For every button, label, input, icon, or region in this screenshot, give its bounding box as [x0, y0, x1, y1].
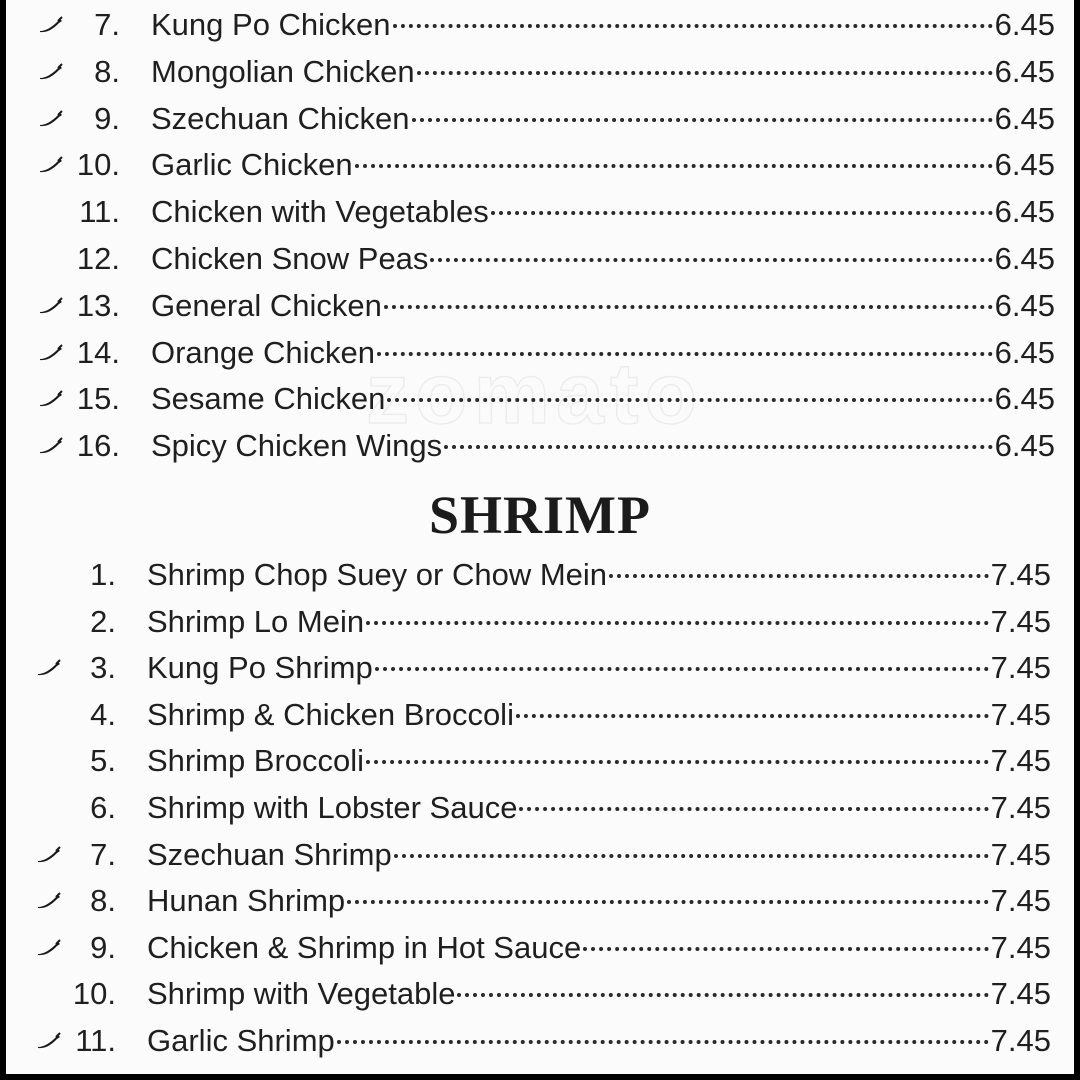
item-price: 7.45	[990, 790, 1051, 825]
chili-pepper-icon	[36, 1032, 62, 1050]
item-price: 7.45	[990, 743, 1051, 779]
menu-item	[6, 330, 1074, 376]
dot-leader	[516, 714, 989, 718]
menu-item	[6, 692, 1074, 738]
item-line	[147, 925, 1051, 971]
item-name: Spicy Chicken Wings	[151, 428, 443, 464]
dot-leader	[393, 24, 993, 28]
item-name: Hunan Shrimp	[147, 883, 346, 919]
item-name: Chicken Snow Peas	[151, 241, 429, 276]
item-name: Kung Po Shrimp	[147, 650, 373, 686]
dot-leader	[491, 211, 993, 215]
menu-item	[6, 1018, 1074, 1064]
item-number: 7.	[94, 7, 120, 42]
item-number: 11.	[79, 194, 120, 230]
item-price: 7.45	[990, 929, 1051, 965]
chili-pepper-icon	[36, 939, 62, 957]
item-line	[147, 785, 1051, 831]
item-line	[147, 692, 1051, 738]
dot-leader	[384, 305, 993, 309]
dot-leader	[387, 398, 992, 402]
item-name: Chicken with Vegetables	[151, 194, 489, 230]
item-price: 6.45	[994, 147, 1055, 183]
item-price: 6.45	[994, 334, 1055, 370]
chili-pepper-icon	[38, 437, 64, 455]
menu-item	[6, 49, 1074, 95]
item-number: 11.	[75, 1023, 116, 1058]
shrimp-heading: SHRIMP	[429, 485, 651, 545]
menu-page	[6, 0, 1074, 1074]
item-number: 16.	[76, 428, 120, 464]
menu-item	[6, 2, 1074, 48]
item-number: 5.	[90, 743, 116, 779]
item-number: 13.	[76, 287, 120, 323]
item-number: 15.	[76, 381, 120, 417]
item-line	[151, 376, 1055, 422]
dot-leader	[609, 574, 989, 578]
item-name: Shrimp Lo Mein	[147, 603, 365, 639]
dot-leader	[355, 164, 993, 168]
item-number: 10.	[72, 976, 116, 1012]
item-price: 7.45	[990, 603, 1051, 639]
item-name: Garlic Chicken	[151, 147, 353, 183]
menu-item	[6, 552, 1074, 598]
item-line	[147, 645, 1051, 691]
dot-leader	[519, 807, 988, 811]
chili-pepper-icon	[38, 390, 64, 408]
menu-item	[6, 785, 1074, 831]
item-number: 10.	[76, 147, 120, 183]
chili-pepper-icon	[38, 344, 64, 362]
menu-item	[6, 189, 1074, 235]
item-price: 6.45	[994, 287, 1055, 323]
item-line	[147, 971, 1051, 1017]
menu-item	[6, 423, 1074, 469]
item-name: Szechuan Chicken	[151, 100, 410, 136]
menu-item	[6, 645, 1074, 691]
chili-pepper-icon	[38, 156, 64, 174]
item-name: General Chicken	[151, 287, 382, 323]
chili-pepper-icon	[38, 16, 64, 34]
item-price: 7.45	[990, 836, 1051, 872]
item-price: 7.45	[990, 557, 1051, 592]
item-number: 4.	[90, 696, 116, 732]
item-name: Shrimp with Lobster Sauce	[147, 790, 518, 825]
item-line	[151, 49, 1055, 95]
menu-item	[6, 599, 1074, 645]
item-line	[147, 738, 1051, 784]
item-name: Sesame Chicken	[151, 381, 386, 417]
item-line	[151, 96, 1055, 142]
chili-pepper-icon	[36, 892, 62, 910]
chili-pepper-icon	[36, 846, 62, 864]
item-line	[147, 832, 1051, 878]
menu-item	[6, 376, 1074, 422]
item-price: 7.45	[990, 650, 1051, 686]
dot-leader	[417, 71, 993, 75]
menu-item	[6, 738, 1074, 784]
item-number: 9.	[94, 100, 120, 136]
item-number: 2.	[90, 603, 116, 639]
chili-pepper-icon	[38, 297, 64, 315]
item-price: 6.45	[994, 194, 1055, 230]
item-price: 6.45	[994, 428, 1055, 464]
item-line	[151, 2, 1055, 48]
item-name: Chicken & Shrimp in Hot Sauce	[147, 929, 582, 965]
item-line	[151, 283, 1055, 329]
chili-pepper-icon	[38, 63, 64, 81]
menu-item	[6, 878, 1074, 924]
item-number: 8.	[94, 53, 120, 89]
item-name: Shrimp Chop Suey or Chow Mein	[147, 557, 608, 592]
item-price: 6.45	[994, 100, 1055, 136]
item-name: Kung Po Chicken	[151, 7, 391, 42]
dot-leader	[366, 621, 989, 625]
item-line	[147, 878, 1051, 924]
item-line	[147, 1018, 1051, 1064]
menu-item	[6, 96, 1074, 142]
chili-pepper-icon	[36, 659, 62, 677]
item-price: 6.45	[994, 53, 1055, 89]
dot-leader	[347, 900, 989, 904]
item-number: 8.	[90, 883, 116, 919]
dot-leader	[457, 993, 988, 997]
item-price: 6.45	[994, 241, 1055, 276]
menu-item	[6, 236, 1074, 282]
dot-leader	[430, 258, 992, 262]
item-name: Orange Chicken	[151, 334, 376, 370]
item-line	[147, 599, 1051, 645]
item-number: 9.	[90, 929, 116, 965]
item-name: Shrimp & Chicken Broccoli	[147, 696, 514, 732]
dot-leader	[377, 352, 993, 356]
item-price: 6.45	[994, 381, 1055, 417]
item-line	[151, 423, 1055, 469]
item-line	[151, 142, 1055, 188]
menu-item	[6, 925, 1074, 971]
item-line	[151, 236, 1055, 282]
item-name: Shrimp Broccoli	[147, 743, 365, 779]
menu-item	[6, 832, 1074, 878]
item-name: Shrimp with Vegetable	[147, 976, 456, 1012]
chili-pepper-icon	[38, 110, 64, 128]
watermark: zomato	[366, 346, 703, 442]
dot-leader	[366, 760, 989, 764]
item-price: 7.45	[990, 883, 1051, 919]
dot-leader	[337, 1040, 989, 1044]
menu-item	[6, 142, 1074, 188]
item-number: 7.	[90, 836, 116, 872]
dot-leader	[394, 854, 989, 858]
item-line	[151, 189, 1055, 235]
item-line	[147, 552, 1051, 598]
item-name: Garlic Shrimp	[147, 1023, 335, 1058]
item-number: 6.	[90, 790, 116, 825]
menu-item	[6, 971, 1074, 1017]
item-number: 12.	[76, 241, 120, 276]
item-price: 7.45	[990, 1023, 1051, 1058]
dot-leader	[444, 445, 993, 449]
dot-leader	[375, 667, 989, 671]
dot-leader	[583, 947, 988, 951]
item-price: 7.45	[990, 696, 1051, 732]
item-price: 7.45	[990, 976, 1051, 1012]
item-name: Szechuan Shrimp	[147, 836, 392, 872]
item-price: 6.45	[994, 7, 1055, 42]
item-number: 14.	[76, 334, 120, 370]
dot-leader	[412, 118, 993, 122]
item-name: Mongolian Chicken	[151, 53, 415, 89]
item-number: 1.	[90, 557, 116, 592]
item-line	[151, 330, 1055, 376]
menu-item	[6, 283, 1074, 329]
item-number: 3.	[90, 650, 116, 686]
